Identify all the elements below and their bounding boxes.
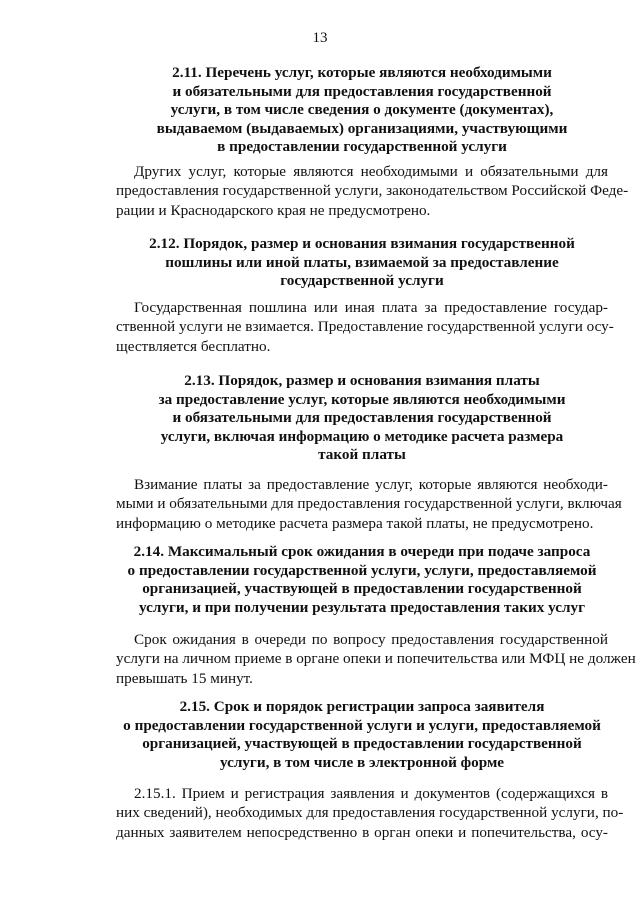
paragraph-line: Других услуг, которые являются необходимыми и обязательными для [134, 163, 608, 180]
heading-line: и обязательными для предоставления государственной [172, 409, 552, 427]
paragraph-line: превышать 15 минут. [116, 669, 253, 687]
heading-line: о предоставлении государственной услуги и услуги, предоставляемой [123, 716, 601, 734]
section-heading-2-11 [116, 64, 608, 157]
heading-line: и обязательными для предоставления государственной [172, 82, 552, 100]
heading-line: 2.14. Максимальный срок ожидания в очереди при подаче запроса [133, 543, 591, 560]
heading-line: выдаваемом (выдаваемых) организациями, участвующими [156, 119, 568, 137]
paragraph-line: ществляется бесплатно. [116, 337, 271, 355]
section-heading-2-13 [116, 372, 608, 465]
heading-line: услуги, в том числе сведения о документе (документах), [170, 101, 554, 119]
heading-line: организацией, участвующей в предоставлении государственной [142, 580, 582, 598]
page-number: 13 [312, 30, 328, 46]
section-heading-2-15 [116, 698, 608, 772]
heading-line: государственной услуги [280, 272, 444, 290]
heading-line: 2.15. Срок и порядок регистрации запроса заявителя [179, 698, 545, 715]
paragraph-line: мыми и обязательными для предоставления государственной услуги, включая [116, 495, 622, 513]
paragraph-line: ственной услуги не взимается. Предоставление государственной услуги осу- [116, 318, 614, 336]
heading-line: услуги, и при получении результата предоставления таких услуг [139, 598, 585, 616]
paragraph-line: предоставления государственной услуги, законодательством Российской Феде- [116, 182, 629, 200]
heading-line: организацией, участвующей в предоставлении государственной [142, 735, 582, 753]
paragraph-line: услуги на личном приеме в органе опеки и попечительства или МФЦ не должен [116, 650, 636, 668]
heading-line: о предоставлении государственной услуги, услуги, предоставляемой [127, 561, 597, 579]
section-heading-2-14 [116, 543, 608, 617]
heading-line: такой платы [318, 446, 406, 464]
section-paragraph-2-14 [116, 630, 636, 688]
paragraph-line: рации и Краснодарского края не предусмотрено. [116, 201, 431, 219]
heading-line: услуги, в том числе в электронной форме [219, 753, 505, 771]
paragraph-line: информацию о методике расчета размера такой платы, не предусмотрено. [116, 514, 594, 532]
paragraph-line: Взимание платы за предоставление услуг, которые являются необходи- [134, 476, 608, 493]
section-paragraph-2-11 [116, 162, 629, 220]
paragraph-line: 2.15.1. Прием и регистрация заявления и документов (содержащихся в [134, 785, 608, 802]
paragraph-line: Государственная пошлина или иная плата за предоставление государ- [134, 299, 608, 316]
heading-line: 2.12. Порядок, размер и основания взимания государственной [149, 235, 575, 252]
section-paragraph-2-15-1 [116, 784, 624, 842]
heading-line: 2.13. Порядок, размер и основания взимания платы [184, 372, 540, 389]
section-heading-2-12 [116, 235, 608, 291]
heading-line: пошлины или иной платы, взимаемой за предоставление [165, 253, 559, 271]
paragraph-line: данных заявителем непосредственно в орган опеки и попечительства, осу- [116, 823, 608, 841]
heading-line: услуги, включая информацию о методике расчета размера [160, 427, 564, 445]
heading-line: 2.11. Перечень услуг, которые являются необходимыми [172, 64, 552, 81]
paragraph-line: них сведений), необходимых для предоставления государственной услуги, по- [116, 804, 624, 822]
section-paragraph-2-13 [116, 475, 622, 533]
heading-line: в предоставлении государственной услуги [217, 138, 507, 156]
heading-line: за предоставление услуг, которые являются необходимыми [158, 390, 566, 408]
section-paragraph-2-12 [116, 298, 614, 356]
paragraph-line: Срок ожидания в очереди по вопросу предоставления государственной [134, 631, 608, 648]
